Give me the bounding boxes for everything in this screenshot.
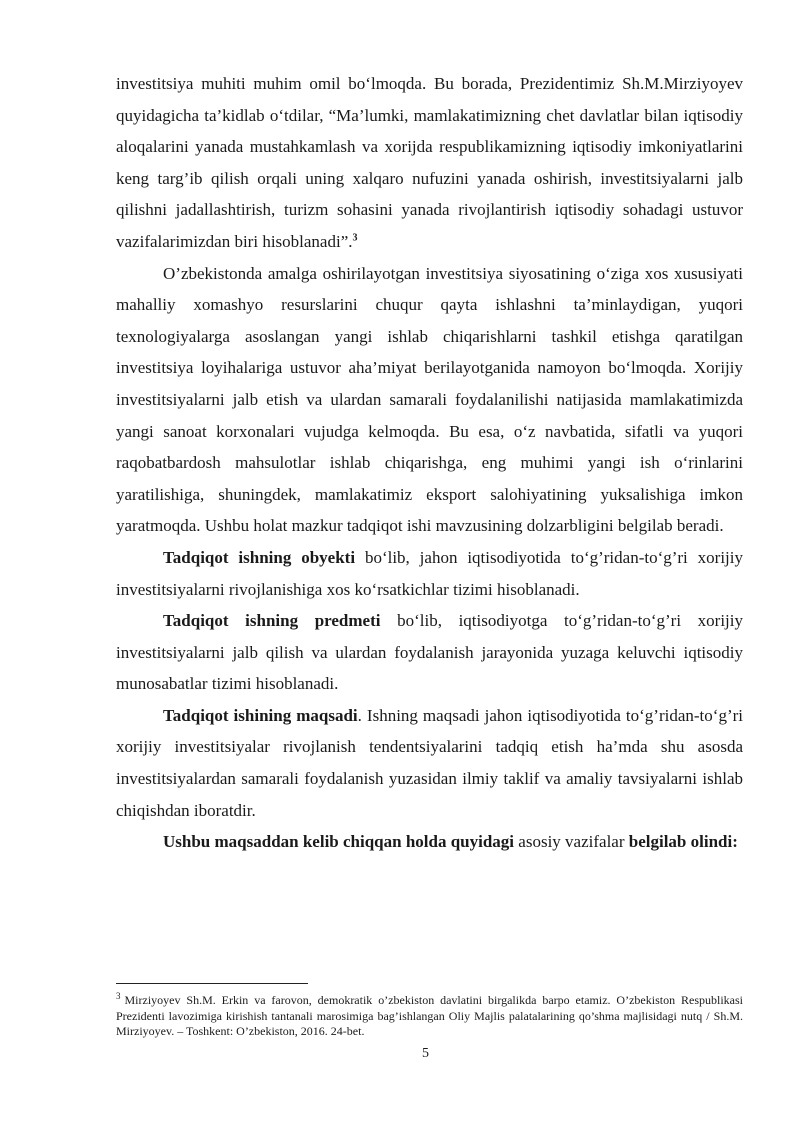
paragraph-research-subject (116, 605, 743, 700)
paragraph-intro-quote (116, 68, 743, 258)
footnote-reference: 3 (352, 232, 358, 244)
paragraph-research-object (116, 542, 743, 605)
page-number: 5 (422, 1046, 429, 1061)
paragraph-text: investitsiya muhiti muhim omil bo‘lmoqda. Bu borada, Prezidentimiz Sh.M.Mirziyoyev quyidagicha ta’kidlab o‘tdilar, “Ma’lumki, mamlakatimizning chet davlatlar bilan iqtisodiy aloqalarini yanada mustahkamlash va xorijda respublikamizning iqtisodiy imkoniyatlarini keng targ’ib qilish orqali uning xalqaro nufuzini yanada oshirish, investitsiyalarni jalb qilishni jadallashtirish, turizm sohasini yanada rivojlantirish iqtisodiy sohadagi ustuvor vazifalarimizdan biri hisoblanadi”. (116, 74, 743, 251)
paragraph-text: O’zbekistonda amalga oshirilayotgan investitsiya siyosatining o‘ziga xos xususiyati mahalliy xomashyo resurslarini chuqur qayta ishlashni ta’minlaydigan, yuqori texnologiyalarga asoslangan yangi ishlab chiqarishlarni tashkil etishga qaratilgan investitsiya loyihalariga ustuvor aha’miyat berilayotganida namoyon bo‘lmoqda. Xorijiy investitsiyalarni jalb etish va ulardan samarali foydalanilishi natijasida mamlakatimizda yangi sanoat korxonalari vujudga kelmoqda. Bu esa, o‘z navbatida, sifatli va yuqori raqobatbardosh mahsulotlar ishlab chiqarishga, eng muhimi yangi ish o‘rinlarini yaratilishiga, shuningdek, mamlakatimiz eksport salohiyatining yuksalishiga imkon yaratmoqda. Ushbu holat mazkur tadqiqot ishi mavzusining dolzarbligini belgilab beradi. (116, 263, 743, 536)
research-goal-heading: Tadqiqot ishining maqsadi (163, 705, 358, 725)
footnote-number: 3 (116, 991, 121, 1001)
paragraph-text: bo‘lib, iqtisodiyotga to‘g’ridan-to‘g’ri xorijiy investitsiyalarni jalb qilish va ulardan foydalanish jarayonida yuzaga keluvchi iqtisodiy munosabatlar tizimi hisoblanadi. (116, 611, 743, 694)
paragraph-tasks-intro (116, 826, 743, 858)
paragraph-research-goal (116, 700, 743, 826)
paragraph-text: bo‘lib, jahon iqtisodiyotida to‘g’ridan-to‘g’ri xorijiy investitsiyalarni rivojlanishiga xos ko‘rsatkichlar tizimi hisoblanadi. (116, 547, 743, 599)
paragraph-investment-policy (116, 258, 743, 542)
tasks-intro-heading: Ushbu maqsaddan kelib chiqqan holda quyidagi (163, 832, 515, 852)
body-text (116, 68, 743, 858)
research-object-heading: Tadqiqot ishning obyekti (163, 547, 356, 567)
tasks-intro-heading-end: belgilab olindi: (628, 832, 738, 852)
footnote-separator (116, 983, 308, 984)
footnote-text: Mirziyoyev Sh.M. Erkin va farovon, demokratik o’zbekiston davlatini birgalikda barpo etamiz. O’zbekiston Respublikasi Prezidenti lavozimiga kirishish tantanali marosimiga bag’ishlangan Oliy Majlis palatalarining qo’shma majlisidagi nutq / Sh.M. Mirziyoyev. – Toshkent: O’zbekiston, 2016. 24-bet. (116, 993, 743, 1038)
paragraph-text: . Ishning maqsadi jahon iqtisodiyotida to‘g’ridan-to‘g’ri xorijiy investitsiyalar rivojlanish tendentsiyalarini tadqiq etish ha’mda shu asosda investitsiyalardan samarali foydalanish yuzasidan ilmiy taklif va amaliy tavsiyalarni ishlab chiqishdan iboratdir. (116, 705, 743, 820)
research-subject-heading: Tadqiqot ishning predmeti (163, 611, 381, 631)
footnote (116, 993, 743, 1040)
paragraph-text: asosiy vazifalar (514, 832, 629, 852)
